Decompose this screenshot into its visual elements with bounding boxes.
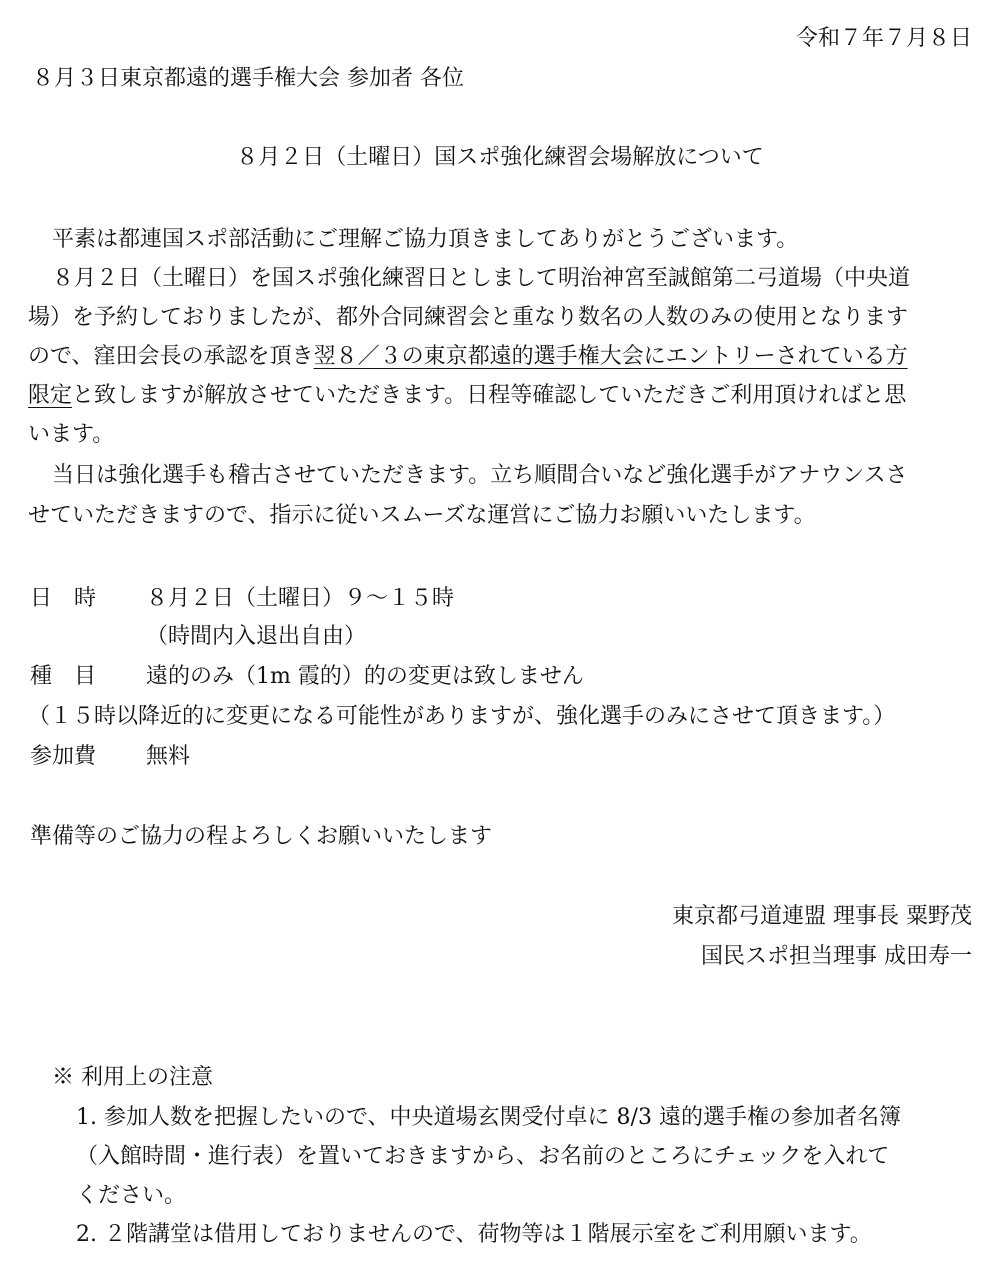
event-label: 種 目 bbox=[30, 664, 97, 689]
notice-item-1: 1. 参加人数を把握したいので、中央道場玄関受付卓に 8/3 遠的選手権の参加者名簿 bbox=[76, 1105, 901, 1130]
main-paragraph-line bbox=[28, 342, 908, 372]
main-paragraph-text: ので、窪田会長の承認を頂き bbox=[28, 344, 314, 369]
notice-item-1-cont: ください。 bbox=[76, 1183, 187, 1208]
event-value: 遠的のみ（1m 霞的）的の変更は致しません bbox=[146, 664, 584, 689]
document-title: ８月２日（土曜日）国スポ強化練習会場解放について bbox=[236, 145, 764, 170]
notice-item-2: 2. ２階講堂は借用しておりませんので、荷物等は１階展示室をご利用願います。 bbox=[76, 1222, 872, 1247]
main-paragraph-line: 場）を予約しておりましたが、都外合同練習会と重なり数名の人数のみの使用となります bbox=[28, 305, 909, 330]
notice-heading: ※ 利用上の注意 bbox=[52, 1065, 213, 1090]
addressee: ８月３日東京都遠的選手権大会 参加者 各位 bbox=[32, 66, 464, 91]
datetime-value: ８月２日（土曜日）９～１５時 bbox=[146, 586, 455, 611]
signature-director: 国民スポ担当理事 成田寿一 bbox=[701, 944, 972, 969]
main-paragraph-text: と致しますが解放させていただきます。日程等確認していただきご利用頂ければと思 bbox=[72, 383, 907, 408]
fee-value: 無料 bbox=[146, 744, 191, 769]
signature-chairman: 東京都弓道連盟 理事長 粟野茂 bbox=[672, 904, 972, 929]
underlined-condition: 翌８／３の東京都遠的選手権大会にエントリーされている方 bbox=[313, 344, 908, 369]
underlined-condition: 限定 bbox=[28, 383, 73, 408]
closing-line: 準備等のご協力の程よろしくお願いいたします bbox=[30, 824, 493, 849]
main-paragraph-line: います。 bbox=[28, 422, 115, 447]
datetime-note: （時間内入退出自由） bbox=[146, 624, 367, 649]
greeting-paragraph: 平素は都連国スポ部活動にご理解ご協力頂きましてありがとうございます。 bbox=[52, 227, 799, 252]
event-note: （１５時以降近的に変更になる可能性がありますが、強化選手のみにさせて頂きます。） bbox=[28, 704, 896, 729]
training-paragraph-line: せていただきますので、指示に従いスムーズな運営にご協力お願いいたします。 bbox=[28, 503, 816, 528]
training-paragraph-line: 当日は強化選手も稽古させていただきます。立ち順間合いなど強化選手がアナウンスさ bbox=[52, 463, 908, 488]
document-date: 令和７年７月８日 bbox=[795, 26, 972, 51]
main-paragraph-line: ８月２日（土曜日）を国スポ強化練習日としまして明治神宮至誠館第二弓道場（中央道 bbox=[52, 266, 911, 291]
fee-label: 参加費 bbox=[30, 744, 97, 769]
main-paragraph-line bbox=[28, 381, 906, 411]
datetime-label: 日 時 bbox=[30, 586, 97, 611]
notice-item-1-cont: （入館時間・進行表）を置いておきますから、お名前のところにチェックを入れて bbox=[76, 1144, 890, 1169]
